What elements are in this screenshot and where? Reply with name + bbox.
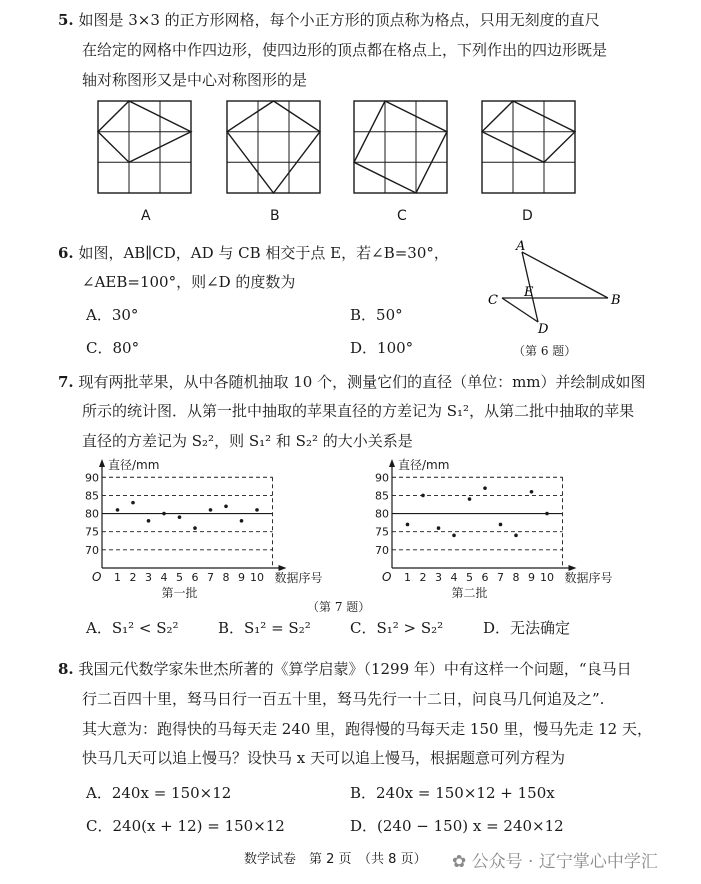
y-axis-arrow: [99, 459, 105, 467]
x-tick-label: 3: [435, 571, 442, 584]
data-point: [452, 534, 456, 538]
wechat-icon: ✿: [452, 852, 467, 872]
q5-text-1: 如图是 3×3 的正方形网格，每个小正方形的顶点称为格点，只用无刻度的直尺: [78, 11, 600, 29]
x-tick-label: 10: [250, 571, 264, 584]
page-footer: 数学试卷 第 2 页 （共 8 页）: [244, 852, 427, 867]
q5-figure-a: [97, 100, 193, 195]
q5-stem-line3: 轴对称图形又是中心对称图形的是: [82, 71, 308, 89]
x-axis-title: 数据序号: [274, 571, 323, 585]
data-point: [224, 504, 228, 508]
x-tick-label: 2: [129, 571, 137, 584]
x-tick-label: 9: [238, 571, 245, 584]
y-tick-label: 70: [85, 543, 99, 557]
q8-option-a[interactable]: A．240x = 150×12: [86, 784, 232, 802]
q6-option-d[interactable]: D．100°: [350, 339, 414, 357]
y-axis-title: 直径/mm: [108, 458, 160, 472]
q8-text-1: 我国元代数学家朱世杰所著的《算学启蒙》（1299 年）中有这样一个问题，“良马日: [78, 660, 632, 678]
x-tick-label: 6: [191, 571, 199, 584]
q5-figure-b: [226, 100, 322, 195]
q6-option-a[interactable]: A．30°: [86, 306, 139, 324]
chart-title: 第二批: [451, 586, 488, 600]
x-tick-label: 9: [528, 571, 535, 584]
q5-stem-line2: 在给定的网格中作四边形，使四边形的顶点都在格点上，下列作出的四边形既是: [82, 41, 608, 59]
data-point: [178, 515, 182, 519]
x-tick-label: 5: [466, 571, 473, 584]
x-tick-label: 3: [145, 571, 152, 584]
q7-chart-batch1: [82, 458, 332, 600]
x-tick-label: 4: [450, 571, 458, 584]
q5-option-c[interactable]: C: [397, 208, 407, 224]
q7-stem-line3: 直径的方差记为 S₂²，则 S₁² 和 S₂² 的大小关系是: [82, 432, 413, 450]
q8-stem-line1: [58, 659, 632, 679]
q5-option-a[interactable]: A: [141, 208, 151, 224]
chart-title: 第一批: [161, 586, 198, 600]
x-tick-label: 6: [481, 571, 489, 584]
q6-stem-line2: ∠AEB=100°，则∠D 的度数为: [82, 273, 296, 291]
x-tick-label: 7: [497, 571, 504, 584]
data-point: [514, 534, 518, 538]
data-point: [483, 486, 487, 490]
data-point: [209, 508, 213, 512]
q8-option-c[interactable]: C．240(x + 12) = 150×12: [86, 817, 285, 835]
data-point: [131, 501, 135, 505]
y-tick-label: 70: [375, 543, 389, 557]
q6-caption: （第 6 题）: [513, 344, 577, 358]
y-tick-label: 75: [375, 525, 389, 539]
q7-stem-line2: 所示的统计图．从第一批中抽取的苹果直径的方差记为 S₁²，从第二批中抽取的苹果: [82, 402, 635, 420]
origin-label: O: [382, 570, 392, 584]
q8-stem-line4: 快马几天可以追上慢马？设快马 x 天可以追上慢马，根据题意可列方程为: [82, 749, 565, 767]
q6-text-1: 如图，AB∥CD，AD 与 CB 相交于点 E，若∠B=30°，: [78, 244, 449, 262]
data-point: [147, 519, 151, 523]
q6-option-b[interactable]: B．50°: [350, 306, 403, 324]
q7-option-b[interactable]: B．S₁² = S₂²: [218, 619, 311, 637]
x-tick-label: 1: [114, 571, 121, 584]
q6-figure: [484, 240, 634, 340]
data-point: [468, 497, 472, 501]
data-point: [545, 512, 549, 516]
q7-option-c[interactable]: C．S₁² > S₂²: [350, 619, 444, 637]
q6-number: 6.: [58, 244, 74, 262]
data-point: [193, 526, 197, 530]
q7-option-a[interactable]: A．S₁² < S₂²: [86, 619, 179, 637]
point-e-label: E: [524, 285, 534, 300]
watermark: [452, 847, 658, 872]
q5-figure-c: [353, 100, 449, 195]
q8-option-d[interactable]: D．(240 − 150) x = 240×12: [350, 817, 564, 835]
y-axis-arrow: [389, 459, 395, 467]
y-tick-label: 75: [85, 525, 99, 539]
y-tick-label: 85: [85, 489, 99, 503]
x-tick-label: 10: [540, 571, 554, 584]
q7-chart-batch2: [372, 458, 622, 600]
q7-text-1: 现有两批苹果，从中各随机抽取 10 个，测量它们的直径（单位：mm）并绘制成如图: [78, 373, 646, 391]
point-b-label: B: [611, 293, 621, 308]
y-axis-title: 直径/mm: [398, 458, 450, 472]
q8-number: 8.: [58, 660, 74, 678]
q7-number: 7.: [58, 373, 74, 391]
q5-option-d[interactable]: D: [522, 208, 533, 224]
y-tick-label: 80: [85, 507, 99, 521]
data-point: [437, 526, 441, 530]
q8-stem-line3: 其大意为：跑得快的马每天走 240 里，跑得慢的马每天走 150 里，慢马先走 12 天，: [82, 720, 652, 738]
q6-stem-line1: [58, 243, 449, 263]
segment-ab: [522, 252, 608, 298]
data-point: [421, 494, 425, 498]
point-d-label: D: [538, 322, 549, 337]
q7-option-d[interactable]: D．无法确定: [483, 619, 571, 637]
x-tick-label: 5: [176, 571, 183, 584]
q5-number: 5.: [58, 11, 74, 29]
q6-option-c[interactable]: C．80°: [86, 339, 140, 357]
data-point: [406, 523, 410, 527]
y-tick-label: 80: [375, 507, 389, 521]
q7-stem-line1: [58, 372, 646, 392]
origin-label: O: [92, 570, 102, 584]
y-tick-label: 90: [85, 471, 99, 485]
data-point: [240, 519, 244, 523]
x-axis-title: 数据序号: [564, 571, 613, 585]
x-tick-label: 1: [404, 571, 411, 584]
q5-figure-d: [481, 100, 577, 195]
point-c-label: C: [488, 293, 498, 308]
q7-caption: （第 7 题）: [307, 600, 371, 614]
watermark-text: 公众号 · 辽宁掌心中学汇: [471, 852, 658, 872]
data-point: [530, 490, 534, 494]
q8-stem-line2: 行二百四十里，驽马日行一百五十里，驽马先行一十二日，问良马几何追及之”.: [82, 690, 605, 708]
q8-option-b[interactable]: B．240x = 150×12 + 150x: [350, 784, 555, 802]
x-tick-label: 4: [160, 571, 168, 584]
x-tick-label: 2: [419, 571, 427, 584]
y-tick-label: 90: [375, 471, 389, 485]
x-tick-label: 7: [207, 571, 214, 584]
q5-option-b[interactable]: B: [270, 208, 280, 224]
segment-cd: [502, 298, 538, 322]
point-a-label: A: [516, 240, 526, 254]
data-point: [255, 508, 259, 512]
data-point: [116, 508, 120, 512]
data-point: [162, 512, 166, 516]
x-tick-label: 8: [512, 571, 520, 584]
data-point: [499, 523, 503, 527]
x-tick-label: 8: [222, 571, 230, 584]
y-tick-label: 85: [375, 489, 389, 503]
q5-stem-line1: [58, 10, 600, 30]
